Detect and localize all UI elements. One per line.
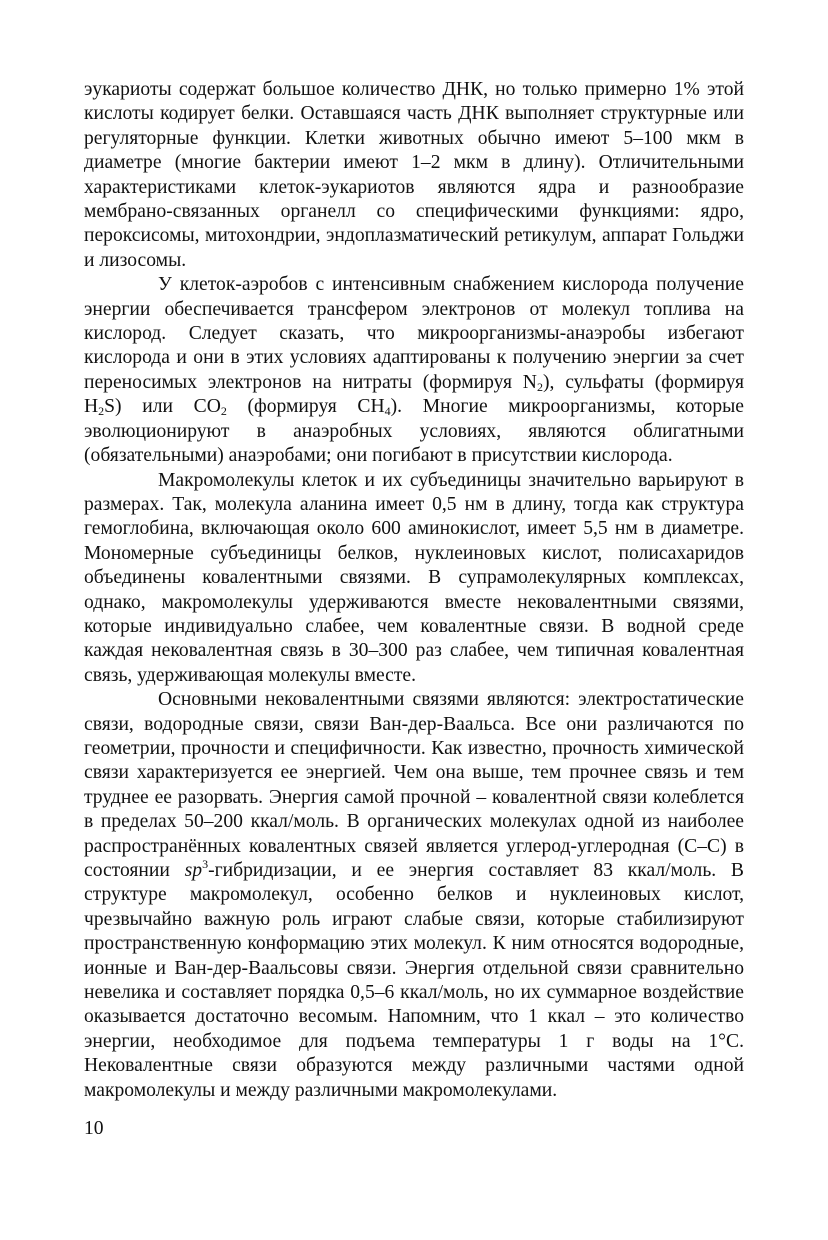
text-sub: 2: [536, 379, 543, 394]
text-italic: sp: [184, 860, 203, 881]
text-sub: 2: [220, 404, 227, 419]
page-body: [84, 78, 744, 1103]
paragraph-1: [84, 78, 744, 273]
text-run: Основными нековалентными связями являются: электростатические связи, водородные связи, связи Ван-дер-Ваальса. Все они различаются по геометрии, прочности и специфичности. Как известно, прочность химической связи характеризуется ее энергией. Чем она выше, тем прочнее связь и тем труднее ее разорвать. Энергия самой прочной – ковалентной связи колеблется в пределах 50–200 ккал/моль. В органических молекулах одной из наиболее распространённых ковалентных связей является углерод-углеродная (C–C) в состоянии: [84, 689, 744, 881]
text-sub: 4: [384, 404, 391, 419]
paragraph-4: [84, 688, 744, 1103]
text-run: ). Многие микроорганизмы, которые эволюционируют в анаэробных условиях, являются облигатными (обязательными) анаэробами; они погибают в присутствии кислорода.: [84, 396, 745, 467]
text-run: У клеток-аэробов с интенсивным снабжением кислорода получение энергии обеспечивается трансфером электронов от молекул топлива на кислород. Следует сказать, что микроорганизмы-анаэробы избегают кислорода и они в этих условиях адаптированы к получению энергии за счет переносимых электронов на нитраты (формируя N: [84, 274, 744, 393]
text-sub: 2: [98, 404, 105, 419]
text-run: Макромолекулы клеток и их субъединицы значительно варьируют в размерах. Так, молекула аланина имеет 0,5 нм в длину, тогда как структура гемоглобина, включающая около 600 аминокислот, имеет 5,5 нм в диаметре. Мономерные субъединицы белков, нуклеиновых кислот, полисахаридов объединены ковалентными связями. В супрамолекулярных комплексах, однако, макромолекулы удерживаются вместе нековалентными связями, которые индивидуально слабее, чем ковалентные связи. В водной среде каждая нековалентная связь в 30–300 раз слабее, чем типичная ковалентная связь, удерживающая молекулы вместе.: [84, 469, 744, 686]
text-run: (формируя CH: [226, 396, 385, 418]
paragraph-2: [84, 273, 744, 468]
text-run: S) или CO: [104, 396, 221, 418]
text-sup: 3: [202, 857, 209, 871]
text-run: -гибридизации, и ее энергия составляет 83 ккал/моль. В структуре макромолекул, особенно белков и нуклеиновых кислот, чрезвычайно важную роль играют слабые связи, которые стабилизируют пространственную конформацию этих молекул. К ним относятся водородные, ионные и Ван-дер-Ваальсовы связи. Энергия отдельной связи сравнительно невелика и составляет порядка 0,5–6 ккал/моль, но их суммарное воздействие оказывается достаточно весомым. Напомним, что 1 ккал – это количество энергии, необходимое для подъема температуры 1 г воды на 1°C. Нековалентные связи образуются между различными частями одной макромолекулы и между различными макромолекулами.: [84, 860, 744, 1101]
paragraph-3: [84, 469, 744, 689]
text-run: эукариоты содержат большое количество ДНК, но только примерно 1% этой кислоты кодирует белки. Оставшаяся часть ДНК выполняет структурные или регуляторные функции. Клетки животных обычно имеют 5–100 мкм в диаметре (многие бактерии имеют 1–2 мкм в длину). Отличительными характеристиками клеток-эукариотов являются ядра и разнообразие мембрано-связанных органелл со специфическими функциями: ядро, пероксисомы, митохондрии, эндоплазматический ретикулум, аппарат Гольджи и лизосомы.: [84, 79, 744, 271]
text-run: ), сульфаты (формируя H: [84, 371, 744, 418]
page-number: 10: [84, 1118, 104, 1139]
